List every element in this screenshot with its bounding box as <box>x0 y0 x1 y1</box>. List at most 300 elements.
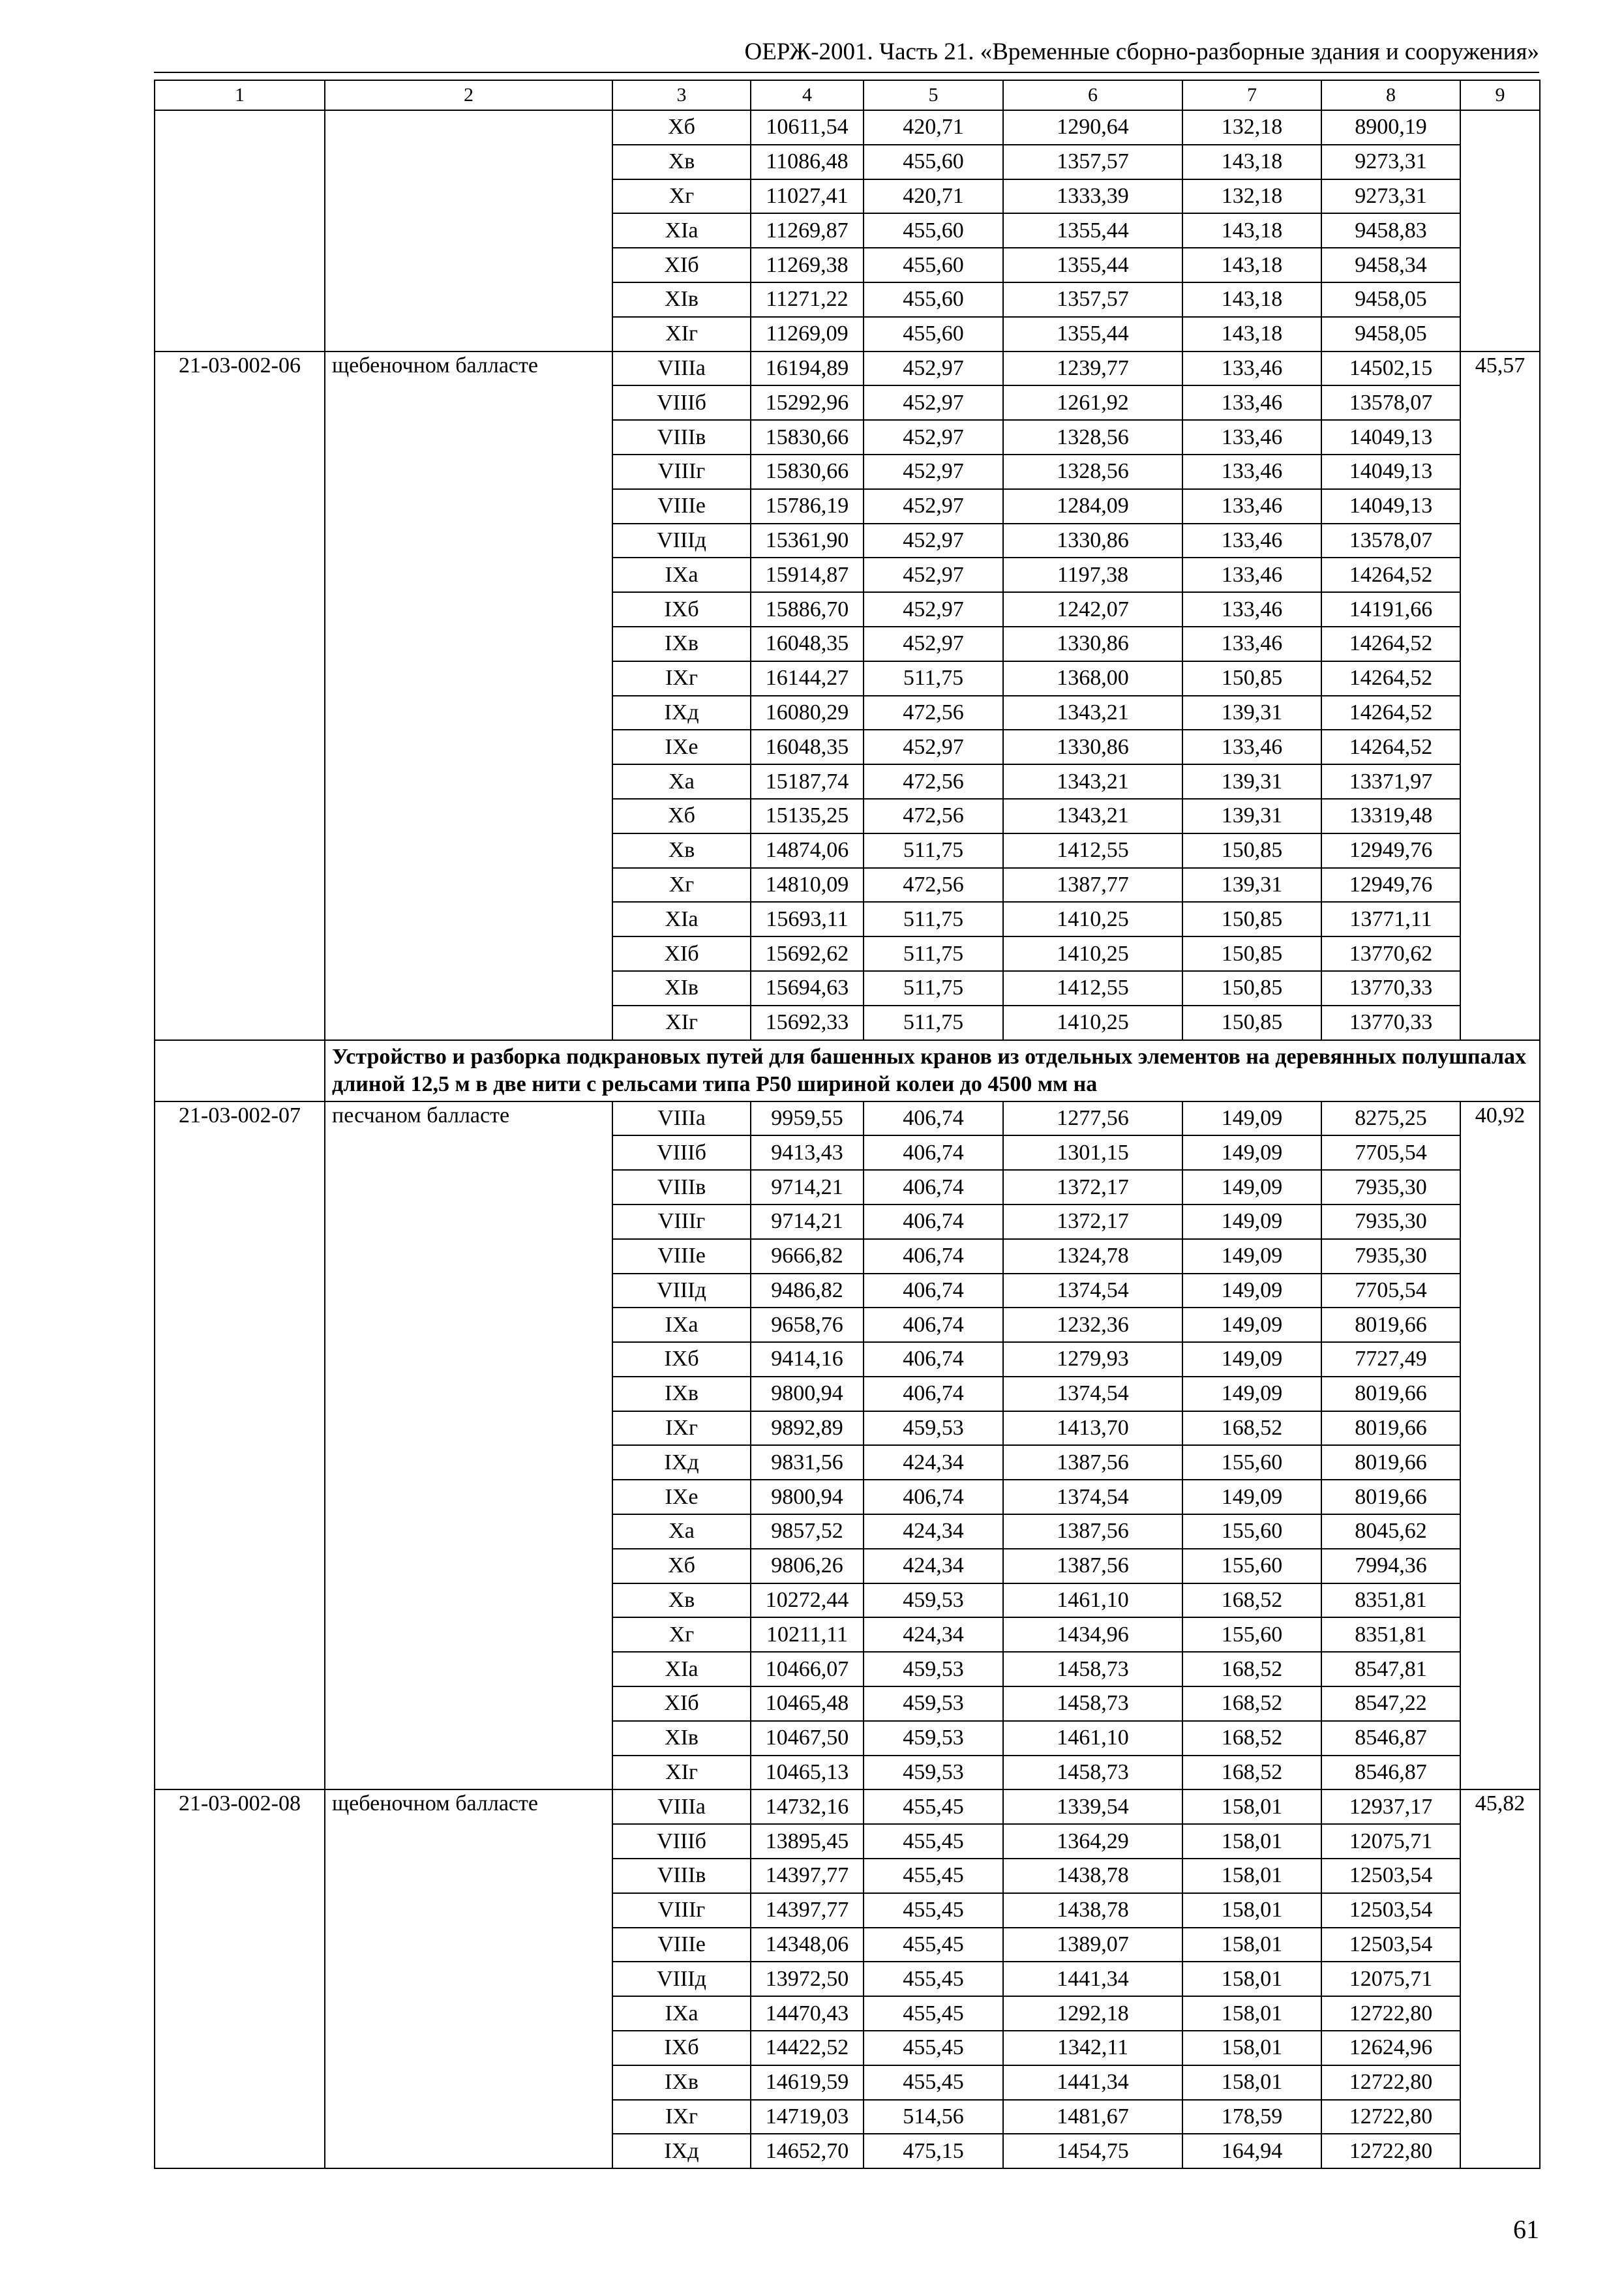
table-cell: 9800,94 <box>751 1377 864 1411</box>
table-cell: 9458,34 <box>1321 248 1460 282</box>
table-cell: 452,97 <box>864 455 1003 489</box>
column-number: 1 <box>155 80 325 110</box>
table-cell: 155,60 <box>1182 1617 1321 1652</box>
table-cell: XIa <box>612 902 751 936</box>
table-cell: 1324,78 <box>1003 1239 1182 1274</box>
table-cell: 1232,36 <box>1003 1308 1182 1342</box>
table-cell: 1330,86 <box>1003 524 1182 558</box>
table-cell: 1290,64 <box>1003 110 1182 145</box>
table-cell: 133,46 <box>1182 385 1321 420</box>
table-cell: 9658,76 <box>751 1308 864 1342</box>
table-cell: 1441,34 <box>1003 2065 1182 2100</box>
table-cell: 178,59 <box>1182 2100 1321 2134</box>
table-cell: 1372,17 <box>1003 1204 1182 1239</box>
table-cell: 455,45 <box>864 1928 1003 1962</box>
table-cell: 406,74 <box>864 1170 1003 1204</box>
table-cell: IXв <box>612 627 751 661</box>
table-cell: 15694,63 <box>751 971 864 1006</box>
table-cell: 12722,80 <box>1321 2100 1460 2134</box>
column-number: 4 <box>751 80 864 110</box>
table-cell: Xб <box>612 110 751 145</box>
table-cell: 13770,62 <box>1321 936 1460 971</box>
table-cell: 9800,94 <box>751 1480 864 1514</box>
norm-code: 21-03-002-07 <box>155 1101 325 1790</box>
table-cell: 1410,25 <box>1003 936 1182 971</box>
table-cell: 452,97 <box>864 352 1003 386</box>
table-cell: 1389,07 <box>1003 1928 1182 1962</box>
table-cell: VIIIд <box>612 1274 751 1308</box>
table-cell: 406,74 <box>864 1135 1003 1170</box>
table-cell: 1364,29 <box>1003 1824 1182 1859</box>
table-cell: 511,75 <box>864 833 1003 868</box>
table-cell: 9959,55 <box>751 1101 864 1136</box>
table-cell: 9831,56 <box>751 1445 864 1480</box>
table-row <box>155 1101 1540 1136</box>
table-cell: 16048,35 <box>751 627 864 661</box>
section-empty-cell <box>155 1040 325 1101</box>
table-cell: 1374,54 <box>1003 1377 1182 1411</box>
table-cell: 455,45 <box>864 1859 1003 1893</box>
table-cell: VIIIг <box>612 455 751 489</box>
table-cell: 8019,66 <box>1321 1445 1460 1480</box>
norm-name: щебеночном балласте <box>325 352 612 1040</box>
table-cell: 13319,48 <box>1321 799 1460 833</box>
table-cell: 459,53 <box>864 1686 1003 1721</box>
table-cell: IXд <box>612 696 751 730</box>
table-cell: 14049,13 <box>1321 455 1460 489</box>
table-cell: 168,52 <box>1182 1756 1321 1790</box>
table-cell: 455,45 <box>864 1893 1003 1928</box>
table-cell: 149,09 <box>1182 1239 1321 1274</box>
table-cell: 7705,54 <box>1321 1274 1460 1308</box>
table-cell: 12503,54 <box>1321 1859 1460 1893</box>
table-cell: 1355,44 <box>1003 248 1182 282</box>
table-cell: 455,45 <box>864 2065 1003 2100</box>
column-number: 9 <box>1460 80 1540 110</box>
table-cell: 8019,66 <box>1321 1480 1460 1514</box>
table-cell: 1481,67 <box>1003 2100 1182 2134</box>
norm-name <box>325 110 612 352</box>
table-cell: 150,85 <box>1182 936 1321 971</box>
table-cell: 14264,52 <box>1321 661 1460 696</box>
table-cell: Xг <box>612 868 751 903</box>
header-rule <box>154 72 1539 73</box>
table-cell: 424,34 <box>864 1617 1003 1652</box>
table-cell: IXб <box>612 2031 751 2065</box>
table-cell: 1458,73 <box>1003 1756 1182 1790</box>
norm-col9: 40,92 <box>1460 1101 1540 1790</box>
table-cell: 16080,29 <box>751 696 864 730</box>
table-cell: VIIIв <box>612 1859 751 1893</box>
table-cell: XIг <box>612 317 751 352</box>
table-cell: 149,09 <box>1182 1101 1321 1136</box>
table-cell: 511,75 <box>864 661 1003 696</box>
table-cell: 149,09 <box>1182 1377 1321 1411</box>
table-cell: 8275,25 <box>1321 1101 1460 1136</box>
table-cell: 133,46 <box>1182 730 1321 764</box>
table-cell: VIIIe <box>612 489 751 524</box>
table-cell: 14732,16 <box>751 1789 864 1824</box>
table-cell: 1357,57 <box>1003 145 1182 179</box>
table-cell: XIг <box>612 1756 751 1790</box>
table-cell: 133,46 <box>1182 420 1321 455</box>
table-cell: 424,34 <box>864 1514 1003 1549</box>
table-cell: 158,01 <box>1182 1996 1321 2031</box>
table-body <box>155 80 1540 2168</box>
table-cell: 12722,80 <box>1321 2065 1460 2100</box>
table-cell: 7727,49 <box>1321 1342 1460 1377</box>
table-cell: 149,09 <box>1182 1342 1321 1377</box>
table-cell: 8546,87 <box>1321 1756 1460 1790</box>
table-cell: 452,97 <box>864 385 1003 420</box>
table-cell: 1279,93 <box>1003 1342 1182 1377</box>
table-cell: 455,60 <box>864 213 1003 248</box>
table-cell: VIIIд <box>612 524 751 558</box>
table-cell: VIIIa <box>612 1789 751 1824</box>
table-cell: 1355,44 <box>1003 317 1182 352</box>
table-cell: IXe <box>612 1480 751 1514</box>
table-cell: 1438,78 <box>1003 1893 1182 1928</box>
table-cell: 9486,82 <box>751 1274 864 1308</box>
column-number: 8 <box>1321 80 1460 110</box>
table-cell: 12722,80 <box>1321 2134 1460 2168</box>
table-cell: 1461,10 <box>1003 1583 1182 1618</box>
table-cell: 14049,13 <box>1321 489 1460 524</box>
table-cell: 168,52 <box>1182 1686 1321 1721</box>
table-cell: IXг <box>612 661 751 696</box>
table-cell: 8900,19 <box>1321 110 1460 145</box>
table-cell: 455,60 <box>864 282 1003 317</box>
table-cell: 1343,21 <box>1003 799 1182 833</box>
table-cell: 455,60 <box>864 145 1003 179</box>
table-cell: 452,97 <box>864 420 1003 455</box>
table-cell: 406,74 <box>864 1239 1003 1274</box>
table-cell: 9806,26 <box>751 1549 864 1583</box>
table-cell: 15886,70 <box>751 592 864 627</box>
price-table <box>154 80 1541 2169</box>
table-cell: XIг <box>612 1006 751 1040</box>
table-cell: 1368,00 <box>1003 661 1182 696</box>
table-cell: 8019,66 <box>1321 1308 1460 1342</box>
table-cell: 155,60 <box>1182 1514 1321 1549</box>
table-cell: 168,52 <box>1182 1583 1321 1618</box>
table-cell: 1461,10 <box>1003 1721 1182 1756</box>
table-cell: 15786,19 <box>751 489 864 524</box>
table-cell: 1277,56 <box>1003 1101 1182 1136</box>
table-cell: 1454,75 <box>1003 2134 1182 2168</box>
table-cell: IXв <box>612 2065 751 2100</box>
table-cell: 511,75 <box>864 902 1003 936</box>
table-cell: XIб <box>612 936 751 971</box>
table-cell: 132,18 <box>1182 110 1321 145</box>
page-header: ОЕРЖ-2001. Часть 21. «Временные сборно-разборные здания и сооружения» <box>744 38 1539 65</box>
table-cell: 452,97 <box>864 558 1003 592</box>
table-cell: 168,52 <box>1182 1721 1321 1756</box>
page-number: 61 <box>1513 2215 1539 2244</box>
table-cell: 13770,33 <box>1321 971 1460 1006</box>
table-cell: 455,45 <box>864 1824 1003 1859</box>
table-cell: 455,45 <box>864 1996 1003 2031</box>
table-cell: 149,09 <box>1182 1480 1321 1514</box>
table-cell: 8546,87 <box>1321 1721 1460 1756</box>
table-cell: 14397,77 <box>751 1893 864 1928</box>
table-cell: 14874,06 <box>751 833 864 868</box>
table-cell: 1372,17 <box>1003 1170 1182 1204</box>
table-cell: 1434,96 <box>1003 1617 1182 1652</box>
table-cell: VIIIг <box>612 1893 751 1928</box>
table-cell: 143,18 <box>1182 213 1321 248</box>
table-cell: 158,01 <box>1182 1824 1321 1859</box>
table-cell: 472,56 <box>864 868 1003 903</box>
norm-col9: 45,82 <box>1460 1789 1540 2168</box>
table-cell: Xб <box>612 1549 751 1583</box>
table-cell: XIa <box>612 213 751 248</box>
table-cell: 459,53 <box>864 1756 1003 1790</box>
table-cell: 1343,21 <box>1003 764 1182 799</box>
table-cell: 9458,05 <box>1321 317 1460 352</box>
table-cell: 14422,52 <box>751 2031 864 2065</box>
table-cell: 9714,21 <box>751 1204 864 1239</box>
table-cell: 8547,22 <box>1321 1686 1460 1721</box>
table-cell: 11271,22 <box>751 282 864 317</box>
table-cell: 150,85 <box>1182 902 1321 936</box>
table-cell: 1438,78 <box>1003 1859 1182 1893</box>
table-cell: 12722,80 <box>1321 1996 1460 2031</box>
column-number: 2 <box>325 80 612 110</box>
table-cell: 14264,52 <box>1321 730 1460 764</box>
table-cell: 158,01 <box>1182 2031 1321 2065</box>
table-cell: IXд <box>612 1445 751 1480</box>
table-cell: 8547,81 <box>1321 1652 1460 1686</box>
table-cell: 1458,73 <box>1003 1652 1182 1686</box>
table-cell: 406,74 <box>864 1308 1003 1342</box>
table-cell: 9892,89 <box>751 1411 864 1446</box>
table-cell: VIIIe <box>612 1928 751 1962</box>
table-cell: VIIIв <box>612 1170 751 1204</box>
table-cell: 14652,70 <box>751 2134 864 2168</box>
table-cell: 459,53 <box>864 1721 1003 1756</box>
table-cell: 452,97 <box>864 627 1003 661</box>
table-cell: 475,15 <box>864 2134 1003 2168</box>
table-cell: 12949,76 <box>1321 833 1460 868</box>
table-cell: 9273,31 <box>1321 179 1460 214</box>
table-cell: 1330,86 <box>1003 730 1182 764</box>
table-cell: 1387,56 <box>1003 1549 1182 1583</box>
table-cell: 455,60 <box>864 248 1003 282</box>
table-cell: 158,01 <box>1182 1962 1321 1996</box>
table-cell: 13895,45 <box>751 1824 864 1859</box>
table-cell: IXв <box>612 1377 751 1411</box>
table-cell: 9666,82 <box>751 1239 864 1274</box>
norm-code: 21-03-002-08 <box>155 1789 325 2168</box>
table-cell: 511,75 <box>864 1006 1003 1040</box>
table-cell: 1410,25 <box>1003 1006 1182 1040</box>
table-cell: 150,85 <box>1182 833 1321 868</box>
table-cell: 11027,41 <box>751 179 864 214</box>
table-row <box>155 110 1540 145</box>
table-cell: 511,75 <box>864 936 1003 971</box>
table-cell: 14191,66 <box>1321 592 1460 627</box>
table-cell: 1441,34 <box>1003 1962 1182 1996</box>
table-cell: XIв <box>612 282 751 317</box>
table-cell: 9714,21 <box>751 1170 864 1204</box>
table-cell: 406,74 <box>864 1480 1003 1514</box>
table-cell: 455,45 <box>864 1962 1003 1996</box>
table-cell: 1374,54 <box>1003 1274 1182 1308</box>
table-cell: 1387,77 <box>1003 868 1182 903</box>
table-cell: VIIIд <box>612 1962 751 1996</box>
table-cell: 133,46 <box>1182 455 1321 489</box>
table-cell: 8019,66 <box>1321 1411 1460 1446</box>
table-cell: 9458,05 <box>1321 282 1460 317</box>
table-cell: Xг <box>612 1617 751 1652</box>
table-cell: 514,56 <box>864 2100 1003 2134</box>
column-number: 7 <box>1182 80 1321 110</box>
table-cell: 455,45 <box>864 1789 1003 1824</box>
table-cell: 420,71 <box>864 179 1003 214</box>
table-cell: 455,60 <box>864 317 1003 352</box>
table-cell: 15830,66 <box>751 455 864 489</box>
table-cell: 10467,50 <box>751 1721 864 1756</box>
table-cell: 158,01 <box>1182 1893 1321 1928</box>
table-cell: 12937,17 <box>1321 1789 1460 1824</box>
table-cell: Xв <box>612 833 751 868</box>
norm-col9: 45,57 <box>1460 352 1540 1040</box>
table-cell: 455,45 <box>864 2031 1003 2065</box>
table-cell: 1328,56 <box>1003 455 1182 489</box>
table-cell: 13578,07 <box>1321 524 1460 558</box>
table-cell: 12503,54 <box>1321 1893 1460 1928</box>
table-cell: 424,34 <box>864 1445 1003 1480</box>
norm-col9 <box>1460 110 1540 352</box>
table-cell: XIб <box>612 248 751 282</box>
table-cell: 406,74 <box>864 1342 1003 1377</box>
table-row <box>155 1789 1540 1824</box>
column-number-row <box>155 80 1540 110</box>
table-cell: 132,18 <box>1182 179 1321 214</box>
table-cell: 14348,06 <box>751 1928 864 1962</box>
table-cell: 7935,30 <box>1321 1170 1460 1204</box>
table-cell: 150,85 <box>1182 1006 1321 1040</box>
table-cell: 143,18 <box>1182 317 1321 352</box>
table-cell: 7994,36 <box>1321 1549 1460 1583</box>
table-cell: 10465,48 <box>751 1686 864 1721</box>
table-cell: 15692,33 <box>751 1006 864 1040</box>
table-cell: 8045,62 <box>1321 1514 1460 1549</box>
table-cell: 1330,86 <box>1003 627 1182 661</box>
table-cell: 1342,11 <box>1003 2031 1182 2065</box>
table-cell: 139,31 <box>1182 868 1321 903</box>
table-cell: 406,74 <box>864 1377 1003 1411</box>
table-cell: 133,46 <box>1182 592 1321 627</box>
table-cell: 10272,44 <box>751 1583 864 1618</box>
table-cell: 139,31 <box>1182 799 1321 833</box>
table-cell: 139,31 <box>1182 764 1321 799</box>
table-cell: 12075,71 <box>1321 1824 1460 1859</box>
table-cell: 1387,56 <box>1003 1445 1182 1480</box>
table-cell: 155,60 <box>1182 1549 1321 1583</box>
table-cell: 143,18 <box>1182 248 1321 282</box>
table-cell: 1410,25 <box>1003 902 1182 936</box>
table-cell: 143,18 <box>1182 145 1321 179</box>
table-cell: 14397,77 <box>751 1859 864 1893</box>
table-cell: 15361,90 <box>751 524 864 558</box>
table-cell: 15187,74 <box>751 764 864 799</box>
table-cell: 150,85 <box>1182 971 1321 1006</box>
table-cell: 149,09 <box>1182 1170 1321 1204</box>
table-cell: 452,97 <box>864 730 1003 764</box>
table-cell: 10465,13 <box>751 1756 864 1790</box>
table-cell: 168,52 <box>1182 1652 1321 1686</box>
table-cell: 133,46 <box>1182 489 1321 524</box>
table-cell: 452,97 <box>864 524 1003 558</box>
table-cell: 8351,81 <box>1321 1583 1460 1618</box>
table-cell: 13578,07 <box>1321 385 1460 420</box>
table-cell: 11269,38 <box>751 248 864 282</box>
table-cell: 15830,66 <box>751 420 864 455</box>
table-cell: 1357,57 <box>1003 282 1182 317</box>
table-cell: IXa <box>612 558 751 592</box>
table-cell: 472,56 <box>864 799 1003 833</box>
column-number: 5 <box>864 80 1003 110</box>
norm-code <box>155 110 325 352</box>
table-cell: VIIIe <box>612 1239 751 1274</box>
table-cell: 1343,21 <box>1003 696 1182 730</box>
table-cell: 9857,52 <box>751 1514 864 1549</box>
table-cell: 14470,43 <box>751 1996 864 2031</box>
table-cell: 511,75 <box>864 971 1003 1006</box>
table-cell: 168,52 <box>1182 1411 1321 1446</box>
table-cell: 12949,76 <box>1321 868 1460 903</box>
table-cell: VIIIб <box>612 385 751 420</box>
table-cell: 15914,87 <box>751 558 864 592</box>
table-cell: 452,97 <box>864 592 1003 627</box>
table-cell: 424,34 <box>864 1549 1003 1583</box>
table-cell: 1239,77 <box>1003 352 1182 386</box>
table-cell: 139,31 <box>1182 696 1321 730</box>
table-cell: 7935,30 <box>1321 1204 1460 1239</box>
table-cell: Xг <box>612 179 751 214</box>
table-cell: IXa <box>612 1308 751 1342</box>
table-cell: 14619,59 <box>751 2065 864 2100</box>
table-cell: 9414,16 <box>751 1342 864 1377</box>
table-cell: 459,53 <box>864 1652 1003 1686</box>
table-cell: VIIIб <box>612 1824 751 1859</box>
table-cell: Xв <box>612 145 751 179</box>
table-cell: 14264,52 <box>1321 558 1460 592</box>
table-cell: 1387,56 <box>1003 1514 1182 1549</box>
table-cell: 406,74 <box>864 1101 1003 1136</box>
table-cell: 15692,62 <box>751 936 864 971</box>
table-cell: VIIIa <box>612 352 751 386</box>
table-cell: 1284,09 <box>1003 489 1182 524</box>
table-cell: 12075,71 <box>1321 1962 1460 1996</box>
table-cell: 149,09 <box>1182 1204 1321 1239</box>
table-cell: 143,18 <box>1182 282 1321 317</box>
table-cell: 1458,73 <box>1003 1686 1182 1721</box>
table-cell: 10466,07 <box>751 1652 864 1686</box>
table-row <box>155 352 1540 386</box>
table-cell: 164,94 <box>1182 2134 1321 2168</box>
table-cell: 1333,39 <box>1003 179 1182 214</box>
table-cell: 9273,31 <box>1321 145 1460 179</box>
table-cell: 406,74 <box>864 1204 1003 1239</box>
table-cell: VIIIб <box>612 1135 751 1170</box>
table-cell: 11269,09 <box>751 317 864 352</box>
column-number: 3 <box>612 80 751 110</box>
table-cell: 1412,55 <box>1003 833 1182 868</box>
table-cell: Xб <box>612 799 751 833</box>
